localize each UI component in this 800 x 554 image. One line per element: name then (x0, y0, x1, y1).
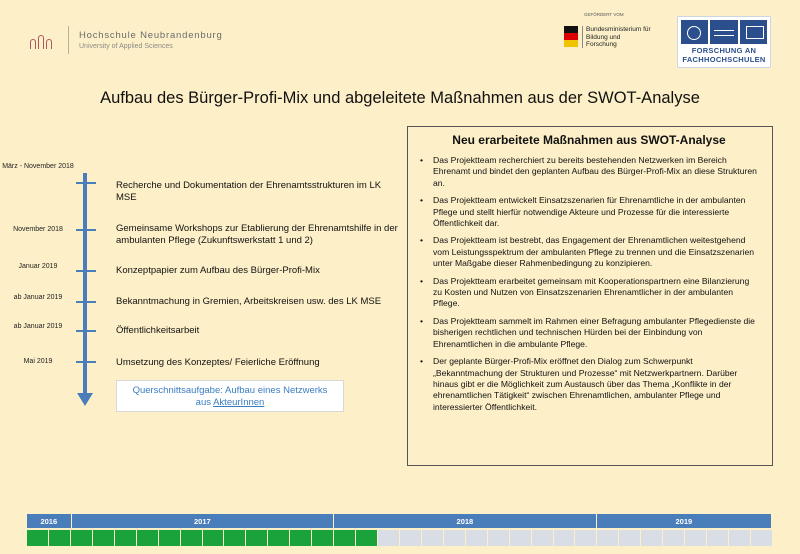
month-cell-done (27, 530, 48, 546)
month-cell-done (93, 530, 114, 546)
fh-research-logo (677, 16, 771, 68)
year-label: 2017 (72, 514, 335, 528)
list-item: • Das Projektteam sammelt im Rahmen einer Befragung ambulanter Pflegedienste die bisherigen rechtlichen und technischen Hürden bei der Einbindung von Ehrenamtlichen in die ambulante Pflege. (420, 316, 758, 350)
month-cell-pending (641, 530, 662, 546)
month-cell-pending (729, 530, 750, 546)
month-cell-pending (444, 530, 465, 546)
timeline-tick (76, 182, 96, 184)
timeline-tick (76, 361, 96, 363)
logo-divider (68, 26, 69, 54)
eagle-flag-icon (564, 26, 578, 48)
month-cell-done (71, 530, 92, 546)
month-cell-done (334, 530, 355, 546)
month-cell-pending (510, 530, 531, 546)
bmbf-logo (562, 12, 652, 58)
bmbf-name: Bundesministerium für Bildung und Forschung (586, 26, 651, 48)
network-icon (681, 20, 708, 44)
month-cell-pending (554, 530, 575, 546)
timeline-text: Umsetzung des Konzeptes/ Feierliche Eröffnung (116, 357, 320, 368)
month-cell-pending (378, 530, 399, 546)
month-cell-pending (685, 530, 706, 546)
timeline-arrow-icon (77, 393, 93, 406)
year-label: 2018 (334, 514, 597, 528)
timeline-text: Bekanntmachung in Gremien, Arbeitskreisen usw. des LK MSE (116, 296, 382, 307)
month-cell-pending (597, 530, 618, 546)
month-cell-pending (619, 530, 640, 546)
timeline-tick (76, 270, 96, 272)
timeline-text: Öffentlichkeitsarbeit (116, 325, 200, 336)
akteurinnen-link[interactable]: AkteurInnen (213, 397, 265, 408)
university-logo (30, 26, 223, 54)
month-cell-done (49, 530, 70, 546)
month-cell-done (246, 530, 267, 546)
month-cell-done (356, 530, 377, 546)
timeline-text: Konzeptpapier zum Aufbau des Bürger-Profi-Mix (116, 265, 320, 276)
progress-years (27, 514, 772, 528)
fh-logo-text: FORSCHUNG AN FACHHOCHSCHULEN (682, 46, 766, 64)
month-cell-done (181, 530, 202, 546)
timeline-date: ab Januar 2019 (13, 294, 63, 301)
list-item: • Das Projektteam entwickelt Einsatzszenarien für Ehrenamtliche in der ambulanten Pflege und stellt hierfür notwendige Akteure und Prozesse für die interessierte Öffentlichkeit dar. (420, 195, 758, 229)
month-cell-pending (400, 530, 421, 546)
timeline-text: Recherche und Dokumentation der Ehrenamtsstrukturen im LK MSE (116, 180, 382, 203)
timeline-tick (76, 301, 96, 303)
timeline-date: ab Januar 2019 (13, 323, 63, 330)
month-cell-pending (422, 530, 443, 546)
month-cell-done (137, 530, 158, 546)
cross-task-prefix: aus (195, 397, 214, 408)
year-label: 2019 (597, 514, 772, 528)
timeline-tick (76, 229, 96, 231)
timeline-date: Mai 2019 (23, 358, 53, 365)
month-cell-pending (466, 530, 487, 546)
list-item: • Das Projektteam erarbeitet gemeinsam mit Kooperationspartnern eine Bilanzierung zu Kosten und Nutzen von Einsatzszenarien Ehrenamtlicher in der ambulanten Pflege. (420, 276, 758, 310)
month-cell-pending (751, 530, 772, 546)
progress-months (27, 530, 772, 546)
month-cell-done (290, 530, 311, 546)
month-cell-done (115, 530, 136, 546)
swot-list (420, 155, 758, 413)
wave-icon (710, 20, 737, 44)
university-name: Hochschule Neubrandenburg (79, 30, 223, 41)
month-cell-pending (707, 530, 728, 546)
list-item: • Das Projektteam ist bestrebt, das Engagement der Ehrenamtlichen weitestgehend vom Leistungsspektrum der ambulanten Pflege zu trennen und die Einsatzszenarien unter Maßgabe dieser Rahmenbedingung zu konzipieren. (420, 235, 758, 269)
university-subtitle: University of Applied Sciences (79, 43, 173, 50)
month-cell-pending (575, 530, 596, 546)
timeline-date: November 2018 (13, 226, 63, 233)
swot-measures-box (407, 126, 773, 466)
month-cell-done (224, 530, 245, 546)
list-item: • Der geplante Bürger-Profi-Mix eröffnet den Dialog zum Schwerpunkt „Bekanntmachung der Strukturen und Prozesse“ mit Netzwerkpartnern. Darüber hinaus gibt er die Möglichkeit zum Austausch über das Thema „Konflikte in der ehrenamtlichen Tätigkeit“ zwischen Ehrenamtlichen, ambulanter Pflege und interessierter Öffentlichkeit. (420, 356, 758, 413)
university-mark-icon (30, 31, 60, 49)
year-label: 2016 (27, 514, 72, 528)
month-cell-done (268, 530, 289, 546)
timeline-date: Januar 2019 (18, 263, 58, 270)
swot-title: Neu erarbeitete Maßnahmen aus SWOT-Analyse (452, 133, 726, 147)
timeline-date: März - November 2018 (2, 163, 74, 170)
cross-task-box (116, 380, 344, 412)
month-cell-pending (663, 530, 684, 546)
page-title: Aufbau des Bürger-Profi-Mix und abgeleitete Maßnahmen aus der SWOT-Analyse (100, 89, 700, 107)
month-cell-done (312, 530, 333, 546)
cross-task-line1: Querschnittsaufgabe: Aufbau eines Netzwerks (132, 385, 328, 396)
bmbf-funded-by: GEFÖRDERT VOM (584, 12, 624, 17)
cross-task-line2 (117, 397, 343, 409)
month-cell-done (203, 530, 224, 546)
month-cell-pending (532, 530, 553, 546)
list-item: • Das Projektteam recherchiert zu bereits bestehenden Netzwerken im Bereich Ehrenamt und bindet den geplanten Aufbau des Bürger-Profi-Mix an diese Strukturen an. (420, 155, 758, 189)
month-cell-done (159, 530, 180, 546)
timeline-tick (76, 330, 96, 332)
monitor-icon (740, 20, 767, 44)
month-cell-pending (488, 530, 509, 546)
timeline-text: Gemeinsame Workshops zur Etablierung der Ehrenamtshilfe in der ambulanten Pflege (Zukunftswerkstatt 1 und 2) (116, 223, 398, 246)
